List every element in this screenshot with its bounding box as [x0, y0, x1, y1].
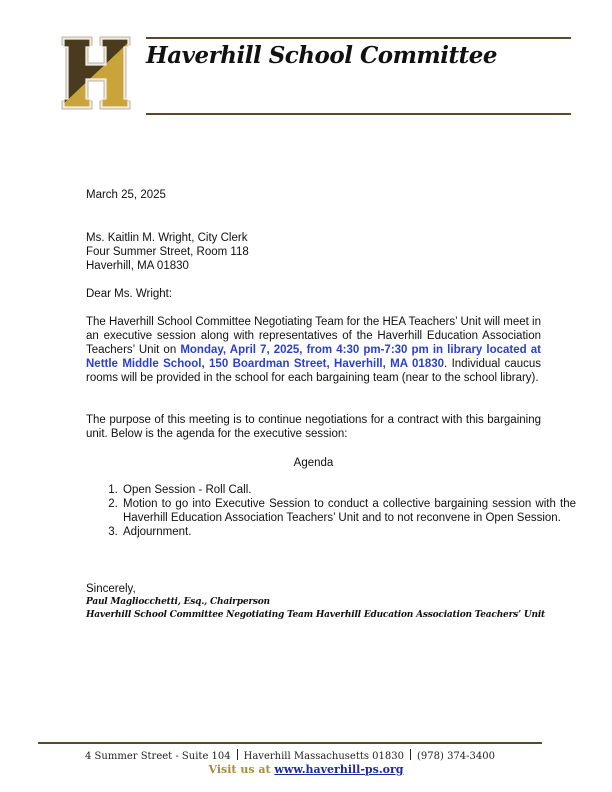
header-rule-top	[146, 37, 571, 39]
agenda-item: 3. Adjournment.	[121, 525, 576, 539]
letter-date: March 25, 2025	[86, 189, 166, 201]
header-rule-bottom	[146, 113, 571, 115]
agenda-item: 1. Open Session - Roll Call.	[121, 483, 576, 497]
recipient-street: Four Summer Street, Room 118	[86, 246, 249, 258]
agenda-heading: Agenda	[293, 457, 334, 469]
agenda-item: 2. Motion to go into Executive Session to conduct a collective bargaining session with the Haverhill Education Association Teachers’ Unit and to not reconvene in Open Session.	[121, 497, 576, 525]
footer-divider	[410, 749, 411, 760]
paragraph-text: The Haverhill School Committee Negotiating Team for the HEA Teachers’ Unit will meet in an executive session along with representatives of the Haverhill Education Association Teachers’ Unit on	[86, 316, 541, 356]
footer-website-line	[0, 763, 612, 776]
haverhill-h-logo-icon	[60, 35, 132, 111]
website-link[interactable]: www.haverhill-ps.org	[274, 763, 404, 776]
salutation: Dear Ms. Wright:	[86, 288, 173, 300]
footer-city: Haverhill Massachusetts 01830	[243, 751, 404, 762]
paragraph-text: . Individual caucus rooms will be provided in the school for each bargaining team (near to the school library).	[86, 358, 541, 384]
meeting-time-location: Monday, April 7, 2025, from 4:30 pm-7:30 pm in library located at Nettle Middle School, 150 Boardman Street, Haverhill, MA 01830	[86, 344, 541, 370]
recipient-city: Haverhill, MA 01830	[86, 260, 189, 272]
agenda-list	[86, 483, 576, 539]
visit-label: Visit us at	[208, 763, 271, 776]
signer-name: Paul Magliocchetti, Esq., Chairperson	[86, 597, 270, 607]
footer-rule	[38, 742, 542, 744]
valediction: Sincerely,	[86, 583, 136, 595]
paragraph-purpose: The purpose of this meeting is to continue negotiations for a contract with this bargaining unit. Below is the agenda for the executive session:	[86, 414, 541, 440]
recipient-name: Ms. Kaitlin M. Wright, City Clerk	[86, 232, 248, 244]
letterhead-title: Haverhill School Committee	[146, 42, 498, 69]
footer-divider	[237, 749, 238, 760]
footer-address: 4 Summer Street - Suite 104	[85, 751, 231, 762]
footer-contact	[0, 749, 580, 762]
signer-team: Haverhill School Committee Negotiating Team Haverhill Education Association Teachers’ Unit	[86, 610, 546, 620]
paragraph-meeting-details	[86, 315, 541, 385]
footer-phone: (978) 374-3400	[417, 751, 495, 762]
